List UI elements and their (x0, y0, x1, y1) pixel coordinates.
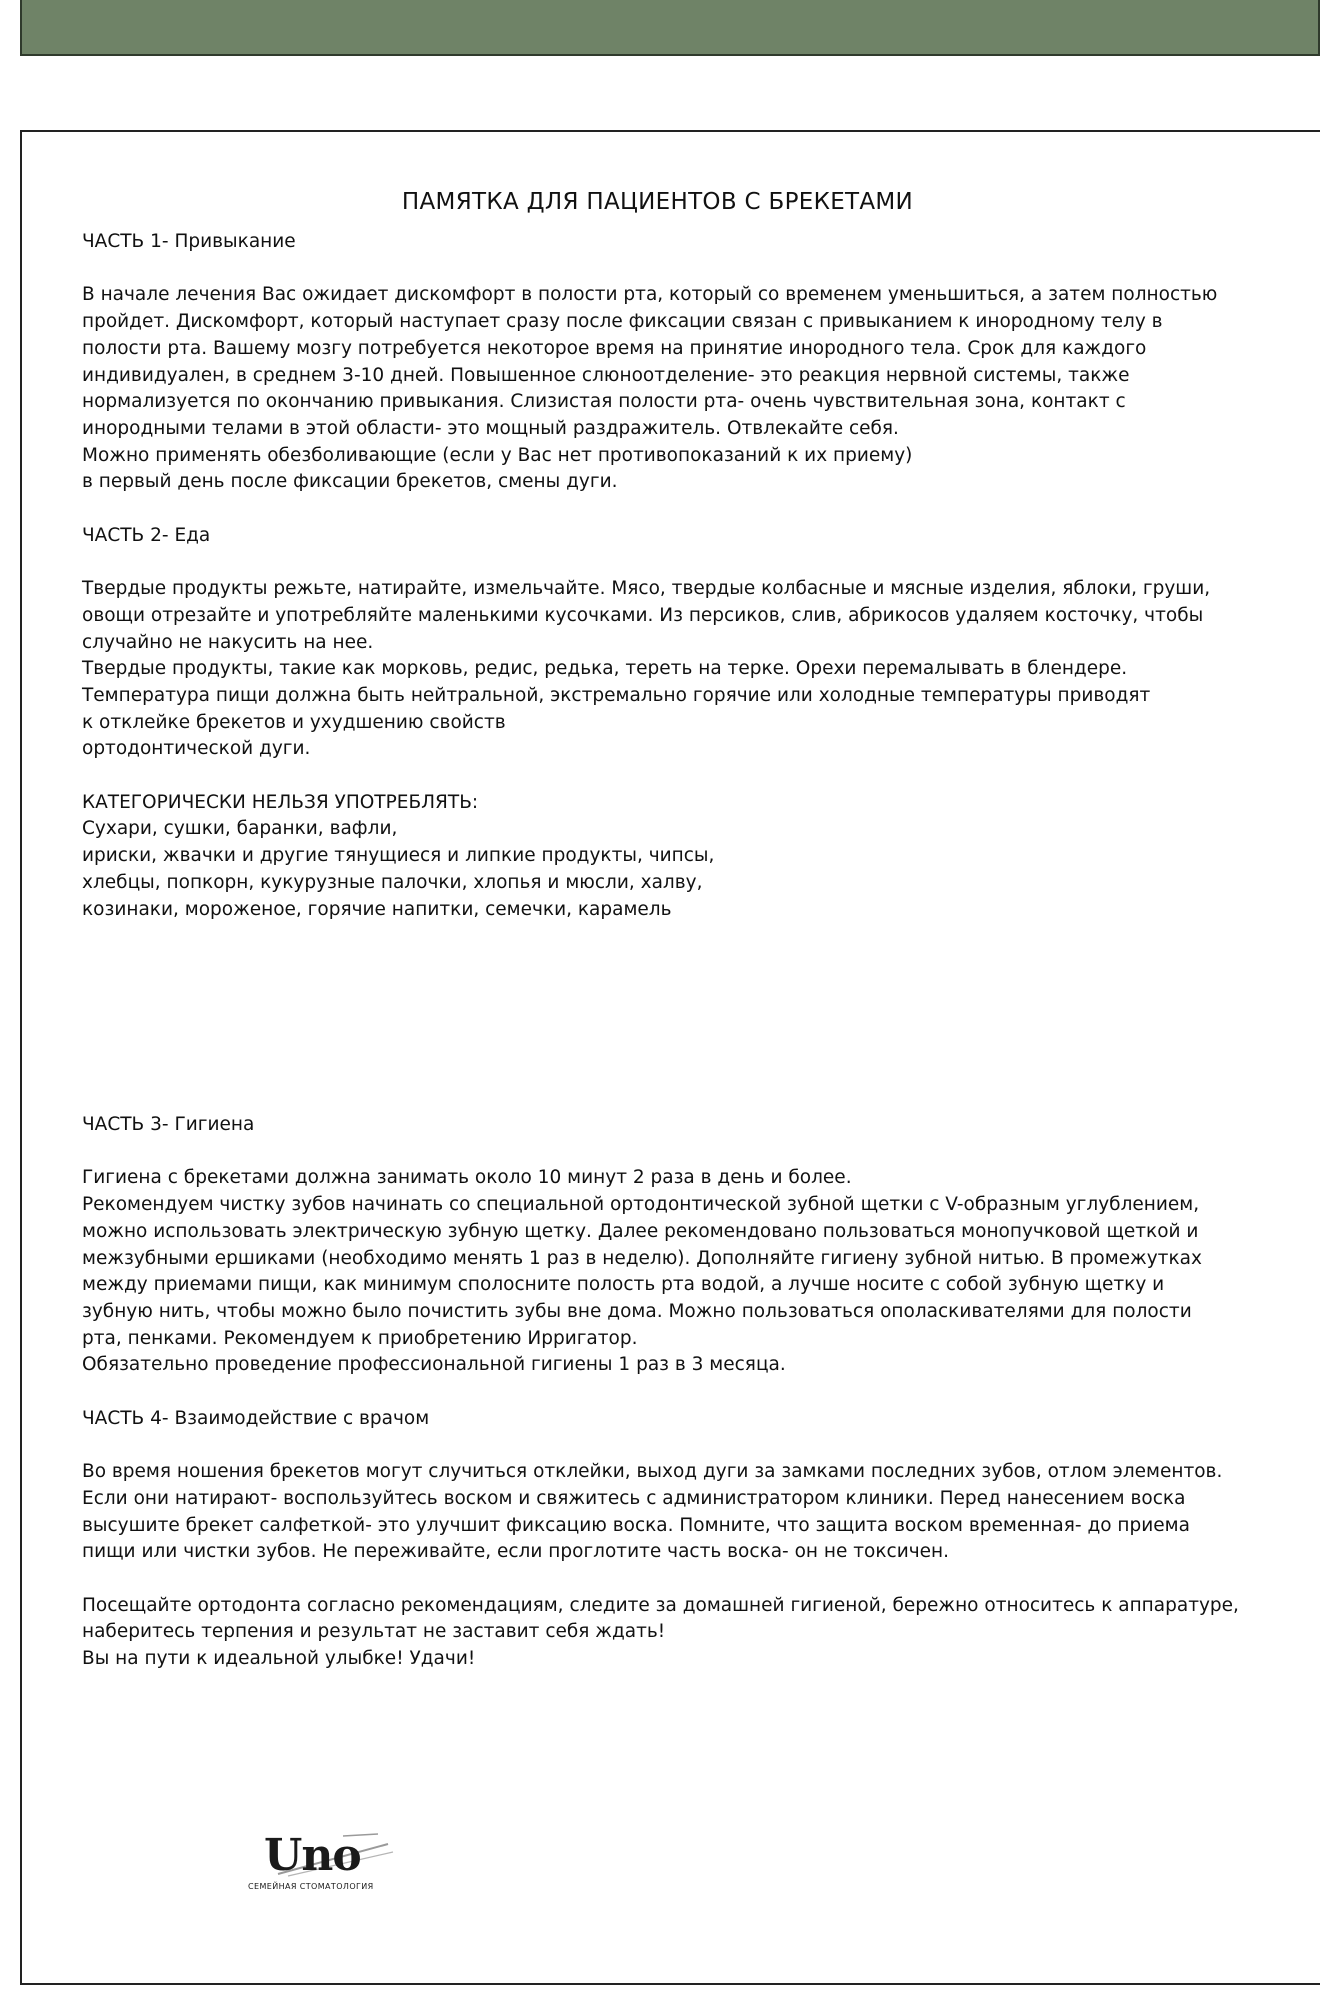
text-line: полости рта. Вашему мозгу потребуется некоторое время на принятие инородного тела. Срок для каждого (82, 337, 1147, 359)
document-title: ПАМЯТКА ДЛЯ ПАЦИЕНТОВ С БРЕКЕТАМИ (401, 189, 914, 215)
text-line: к отклейке брекетов и ухудшению свойств (82, 711, 506, 733)
spacer (82, 1566, 1312, 1593)
text-line: Рекомендуем чистку зубов начинать со специальной ортодонтической зубной щетки с V-образным углублением, (82, 1194, 1200, 1216)
forbidden-heading: КАТЕГОРИЧЕСКИ НЕЛЬЗЯ УПОТРЕБЛЯТЬ: (82, 791, 479, 813)
part3-text (82, 1165, 1312, 1379)
part3-heading: ЧАСТЬ 3- Гигиена (82, 1114, 255, 1135)
text-line: В начале лечения Вас ожидает дискомфорт в полости рта, который со временем уменьшиться, а затем полностью (82, 284, 1218, 306)
text-line: Твердые продукты режьте, натирайте, измельчайте. Мясо, твердые колбасные и мясные изделия, яблоки, груши, (82, 578, 1211, 600)
forbidden-list (82, 816, 1312, 923)
part1-text (82, 282, 1312, 496)
text-line: нормализуется по окончанию привыкания. Слизистая полости рта- очень чувствительная зона, контакт с (82, 391, 1126, 413)
spacer (82, 763, 1312, 790)
text-line: Температура пищи должна быть нейтральной, экстремально горячие или холодные температуры приводят (82, 684, 1151, 706)
text-line: Если они натирают- воспользуйтесь воском и свяжитесь с администратором клиники. Перед нанесением воска (82, 1487, 1186, 1509)
part2-heading: ЧАСТЬ 2- Еда (82, 524, 211, 546)
spacer (82, 1432, 1312, 1459)
text-line: Твердые продукты, такие как морковь, редис, редька, тереть на терке. Орехи перемалывать в блендере. (82, 658, 1128, 680)
text-line: индивидуален, в среднем 3-10 дней. Повышенное слюноотделение- это реакция нервной системы, также (82, 364, 1130, 386)
spacer (82, 1139, 1312, 1166)
content-lower (82, 1112, 1312, 1673)
text-line: пройдет. Дискомфорт, который наступает сразу после фиксации связан с привыканием к инородному телу в (82, 311, 1163, 333)
text-line: между приемами пищи, как минимум сполосните полость рта водой, а лучше носите с собой зубную щетку и (82, 1274, 1165, 1296)
text-line: Посещайте ортодонта согласно рекомендациям, следите за домашней гигиеной, бережно относитесь к аппаратуре, (82, 1594, 1239, 1616)
part4-text (82, 1459, 1312, 1566)
logo-word: Uno (264, 1830, 361, 1881)
spacer (82, 549, 1312, 576)
closing-text (82, 1593, 1312, 1673)
text-line: рта, пенками. Рекомендуем к приобретению Ирригатор. (82, 1327, 638, 1349)
logo-subtitle: СЕМЕЙНАЯ СТОМАТОЛОГИЯ (248, 1882, 374, 1891)
clinic-logo (248, 1830, 398, 1890)
part2-text (82, 576, 1312, 763)
text-line: Обязательно проведение профессиональной гигиены 1 раз в 3 месяца. (82, 1354, 786, 1376)
spacer (82, 1379, 1312, 1406)
header-bar (20, 0, 1320, 56)
text-line: Вы на пути к идеальной улыбке! Удачи! (82, 1648, 476, 1669)
spacer (82, 496, 1312, 523)
text-line: пищи или чистки зубов. Не переживайте, если проглотите часть воска- он не токсичен. (82, 1541, 950, 1563)
text-line: в первый день после фиксации брекетов, смены дуги. (82, 471, 618, 493)
list-item: хлебцы, попкорн, кукурузные палочки, хлопья и мюсли, халву, (82, 871, 703, 893)
text-line: межзубными ершиками (необходимо менять 1 раз в неделю). Дополняйте гигиену зубной нитью. В промежутках (82, 1247, 1202, 1269)
text-line: высушите брекет салфеткой- это улучшит фиксацию воска. Помните, что защита воском временная- до приема (82, 1514, 1190, 1536)
part1-heading: ЧАСТЬ 1- Привыкание (82, 231, 296, 252)
text-line: Во время ношения брекетов могут случиться отклейки, выход дуги за замками последних зубов, отлом элементов. (82, 1461, 1223, 1483)
text-line: можно использовать электрическую зубную щетку. Далее рекомендовано пользоваться монопучковой щеткой и (82, 1220, 1199, 1242)
part4-heading: ЧАСТЬ 4- Взаимодействие с врачом (82, 1407, 430, 1429)
list-item: Сухари, сушки, баранки, вафли, (82, 818, 398, 840)
list-item: ириски, жвачки и другие тянущиеся и липкие продукты, чипсы, (82, 845, 715, 867)
text-line: Гигиена с брекетами должна занимать около 10 минут 2 раза в день и более. (82, 1167, 852, 1189)
text-line: случайно не накусить на нее. (82, 631, 374, 653)
text-line: наберитесь терпения и результат не заставит себя ждать! (82, 1621, 666, 1643)
content-upper (82, 229, 1312, 923)
text-line: инородными телами в этой области- это мощный раздражитель. Отвлекайте себя. (82, 417, 899, 439)
list-item: козинаки, мороженое, горячие напитки, семечки, карамель (82, 898, 672, 920)
spacer (82, 256, 1312, 283)
text-line: зубную нить, чтобы можно было почистить зубы вне дома. Можно пользоваться ополаскивателями для полости (82, 1300, 1192, 1322)
text-line: ортодонтической дуги. (82, 738, 311, 760)
text-line: Можно применять обезболивающие (если у Вас нет противопоказаний к их приему) (82, 444, 913, 466)
text-line: овощи отрезайте и употребляйте маленькими кусочками. Из персиков, слив, абрикосов удаляем косточку, чтобы (82, 604, 1204, 626)
